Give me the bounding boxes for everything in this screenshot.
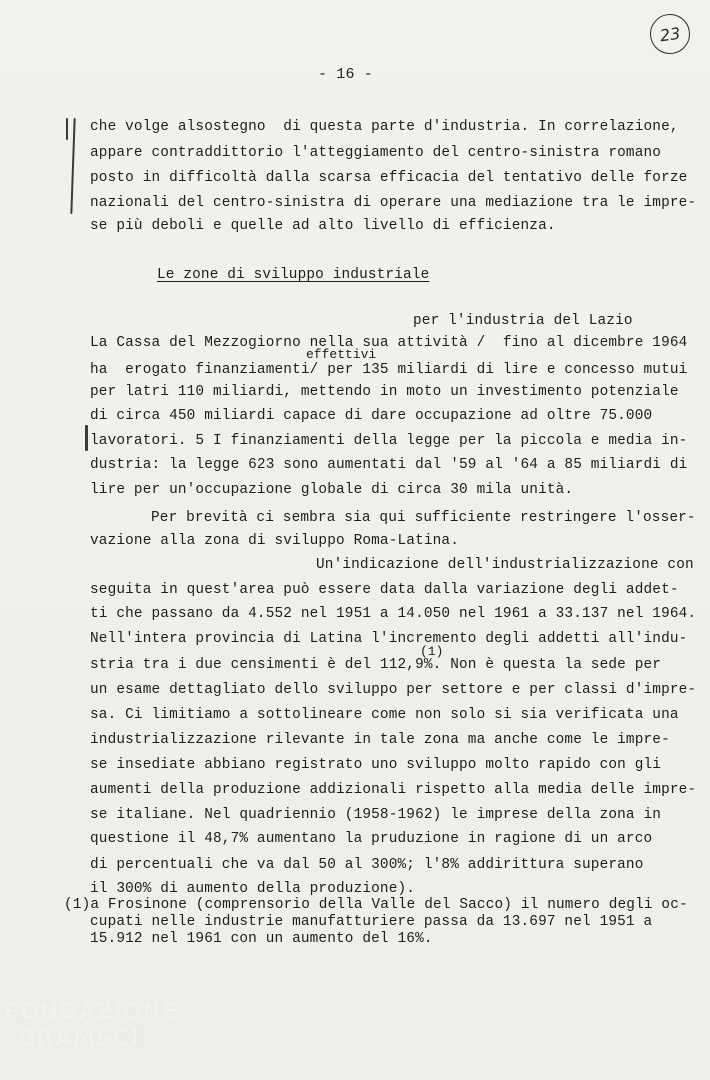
- paragraph4-line-7: sa. Ci limitiamo a sottolineare come non solo si sia verificata una: [90, 707, 679, 723]
- paragraph1-line-1: che volge alsostegno di questa parte d'industria. In correlazione,: [90, 119, 679, 135]
- paragraph4-line-6: un esame dettagliato dello sviluppo per settore e per classi d'impre-: [90, 682, 697, 698]
- paragraph1-line-2: appare contraddittorio l'atteggiamento del centro-sinistra romano: [90, 145, 662, 161]
- paragraph2-line-6: dustria: la legge 623 sono aumentati dal '59 al '64 a 85 miliardi di: [90, 457, 688, 473]
- paragraph4-line-10: aumenti della produzione addizionali rispetto alla media delle impre-: [90, 782, 697, 798]
- archive-number-stamp: 23: [647, 11, 692, 56]
- watermark-fondazione: FONDAZIONE: [4, 1000, 178, 1025]
- paragraph3-line-1: Per brevità ci sembra sia qui sufficiente restringere l'osser-: [151, 510, 696, 526]
- paragraph1-line-4: nazionali del centro-sinistra di operare una mediazione tra le impre-: [90, 195, 697, 211]
- page-number: - 16 -: [318, 66, 373, 83]
- insertion-effettivi: effettivi: [306, 347, 377, 362]
- paragraph4-line-13: di percentuali che va dal 50 al 300%; l'8% addirittura superano: [90, 857, 644, 873]
- footnote-line-1: (1)a Frosinone (comprensorio della Valle del Sacco) il numero degli oc-: [64, 897, 688, 913]
- paragraph2-line-3: per latri 110 miliardi, mettendo in moto un investimento potenziale: [90, 384, 679, 400]
- paragraph2-line-7: lire per un'occupazione globale di circa 30 mila unità.: [90, 482, 574, 498]
- paragraph4-line-11: se italiane. Nel quadriennio (1958-1962) le imprese della zona in: [90, 807, 662, 823]
- paragraph4-line-14: il 300% di aumento della produzione).: [90, 881, 416, 897]
- paragraph4-line-2: seguita in quest'area può essere data dalla variazione degli addet-: [90, 582, 679, 598]
- paragraph4-line-3: ti che passano da 4.552 nel 1951 a 14.050 nel 1961 a 33.137 nel 1964.: [90, 606, 697, 622]
- paragraph3-line-2: vazione alla zona di sviluppo Roma-Latina.: [90, 533, 460, 549]
- paragraph2-line-2: ha erogato finanziamenti/ per 135 miliardi di lire e concesso mutui: [90, 362, 688, 378]
- watermark-gramsci: GRAMSCI: [18, 1026, 140, 1051]
- footnote-line-3: 15.912 nel 1961 con un aumento del 16%.: [90, 931, 433, 947]
- paragraph4-line-9: se insediate abbiano registrato uno sviluppo molto rapido con gli: [90, 757, 662, 773]
- paragraph4-line-8: industrializzazione rilevante in tale zona ma anche come le impre-: [90, 732, 670, 748]
- margin-mark-paragraph1-short: [66, 118, 68, 140]
- footnote-marker: (1): [420, 644, 444, 659]
- footnote-line-2: cupati nelle industrie manufatturiere passa da 13.697 nel 1951 a: [90, 914, 653, 930]
- section-title: Le zone di sviluppo industriale: [157, 267, 430, 283]
- paragraph4-line-5: stria tra i due censimenti è del 112,9%. Non è questa la sede per: [90, 657, 662, 673]
- paragraph2-line-4: di circa 450 miliardi capace di dare occupazione ad oltre 75.000: [90, 408, 653, 424]
- insertion-lazio: per l'industria del Lazio: [413, 313, 633, 329]
- margin-mark-paragraph1: [70, 118, 75, 214]
- paragraph2-line-5: lavoratori. 5 I finanziamenti della legge per la piccola e media in-: [90, 433, 688, 449]
- paragraph1-line-3: posto in difficoltà dalla scarsa efficacia del tentativo delle forze: [90, 170, 688, 186]
- paragraph4-line-12: questione il 48,7% aumentano la pruduzione in ragione di un arco: [90, 831, 653, 847]
- paragraph2-line-1: La Cassa del Mezzogiorno nella sua attività / fino al dicembre 1964: [90, 335, 688, 351]
- paragraph4-line-1: Un'indicazione dell'industrializzazione con: [316, 557, 694, 573]
- paragraph1-line-5: se più deboli e quelle ad alto livello di efficienza.: [90, 218, 556, 234]
- paragraph4-line-4: Nell'intera provincia di Latina l'incremento degli addetti all'indu-: [90, 631, 688, 647]
- margin-mark-lavoratori: [85, 425, 88, 451]
